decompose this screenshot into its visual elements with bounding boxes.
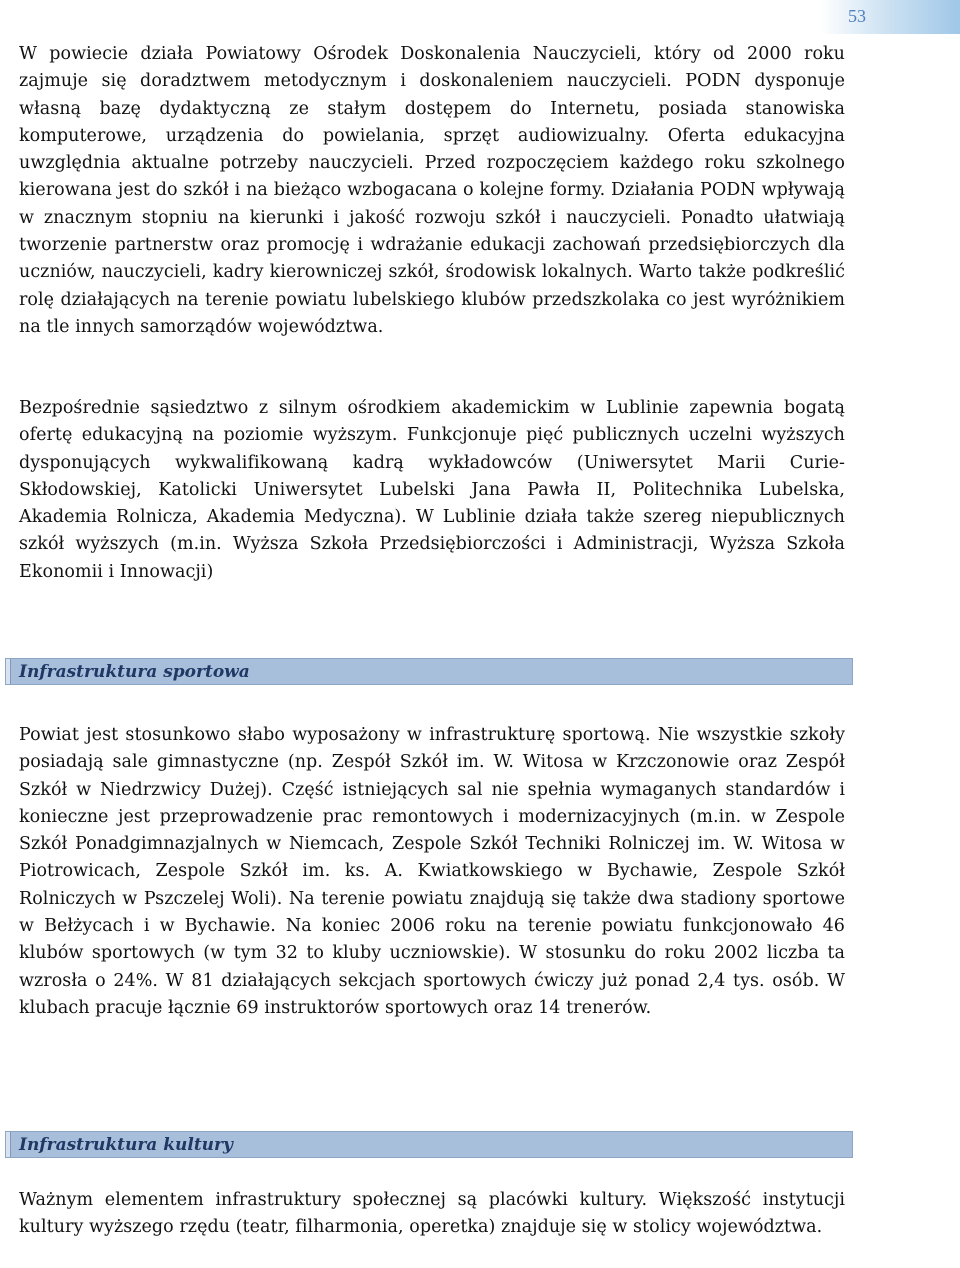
section-header-culture <box>5 1131 853 1158</box>
page-number-banner <box>820 0 960 34</box>
page-number: 53 <box>848 6 866 26</box>
paragraph-sport-infrastructure: Powiat jest stosunkowo słabo wyposażony w infrastrukturę sportową. Nie wszystkie szkoły posiadają sale gimnastyczne (np. Zespół Szkół im. W. Witosa w Krzczonowie oraz Zespół Szkół w Niedrzwicy Dużej). Część istniejących sal nie spełnia wymaganych standardów i konieczne jest przeprowadzenie prac remontowych i modernizacyjnych (m.in. w Zespole Szkół Ponadgimnazjalnych w Niemcach, Zespole Szkół Techniki Rolniczej im. W. Witosa w Piotrowicach, Zespole Szkół im. ks. A. Kwiatkowskiego w Bychawie, Zespole Szkół Rolniczych w Pszczelej Woli). Na terenie powiatu znajdują się także dwa stadiony sportowe w Bełżycach i w Bychawie. Na koniec 2006 roku na terenie powiatu funkcjonowało 46 klubów sportowych (w tym 32 to kluby uczniowskie). W stosunku do roku 2002 liczba ta wzrosła o 24%. W 81 działających sekcjach sportowych ćwiczy już ponad 2,4 tys. osób. W klubach pracuje łącznie 69 instruktorów sportowych oraz 14 trenerów. <box>19 725 845 1018</box>
section-title-culture: Infrastruktura kultury <box>19 1135 233 1155</box>
paragraph-culture-infrastructure: Ważnym elementem infrastruktury społecznej są placówki kultury. Większość instytucji kultury wyższego rzędu (teatr, filharmonia, operetka) znajduje się w stolicy województwa. <box>19 1190 845 1238</box>
section-title-sport: Infrastruktura sportowa <box>19 662 250 682</box>
section-header-sport <box>5 658 853 685</box>
paragraph-podn: W powiecie działa Powiatowy Ośrodek Doskonalenia Nauczycieli, który od 2000 roku zajmuje się doradztwem metodycznym i doskonaleniem nauczycieli. PODN dysponuje własną bazę dydaktyczną ze stałym dostępem do Internetu, posiada stanowiska komputerowe, urządzenia do powielania, sprzęt audiowizualny. Oferta edukacyjna uwzględnia aktualne potrzeby nauczycieli. Przed rozpoczęciem każdego roku szkolnego kierowana jest do szkół i na bieżąco wzbogacana o kolejne formy. Działania PODN wpływają w znacznym stopniu na kierunki i jakość rozwoju szkół i nauczycieli. Ponadto ułatwiają tworzenie partnerstw oraz promocję i wdrażanie edukacji zachowań przedsiębiorczych dla uczniów, nauczycieli, kadry kierowniczej szkół, środowisk lokalnych. Warto także podkreślić rolę działających na terenie powiatu lubelskiego klubów przedszkolaka co jest wyróżnikiem na tle innych samorządów województwa. <box>19 44 845 337</box>
paragraph-higher-education: Bezpośrednie sąsiedztwo z silnym ośrodkiem akademickim w Lublinie zapewnia bogatą ofertę edukacyjną na poziomie wyższym. Funkcjonuje pięć publicznych uczelni wyższych dysponujących wykwalifikowaną kadrą wykładowców (Uniwersytet Marii Curie-Skłodowskiej, Katolicki Uniwersytet Lubelski Jana Pawła II, Politechnika Lubelska, Akademia Rolnicza, Akademia Medyczna). W Lublinie działa także szereg niepublicznych szkół wyższych (m.in. Wyższa Szkoła Przedsiębiorczości i Administracji, Wyższa Szkoła Ekonomii i Innowacji) <box>19 398 845 582</box>
